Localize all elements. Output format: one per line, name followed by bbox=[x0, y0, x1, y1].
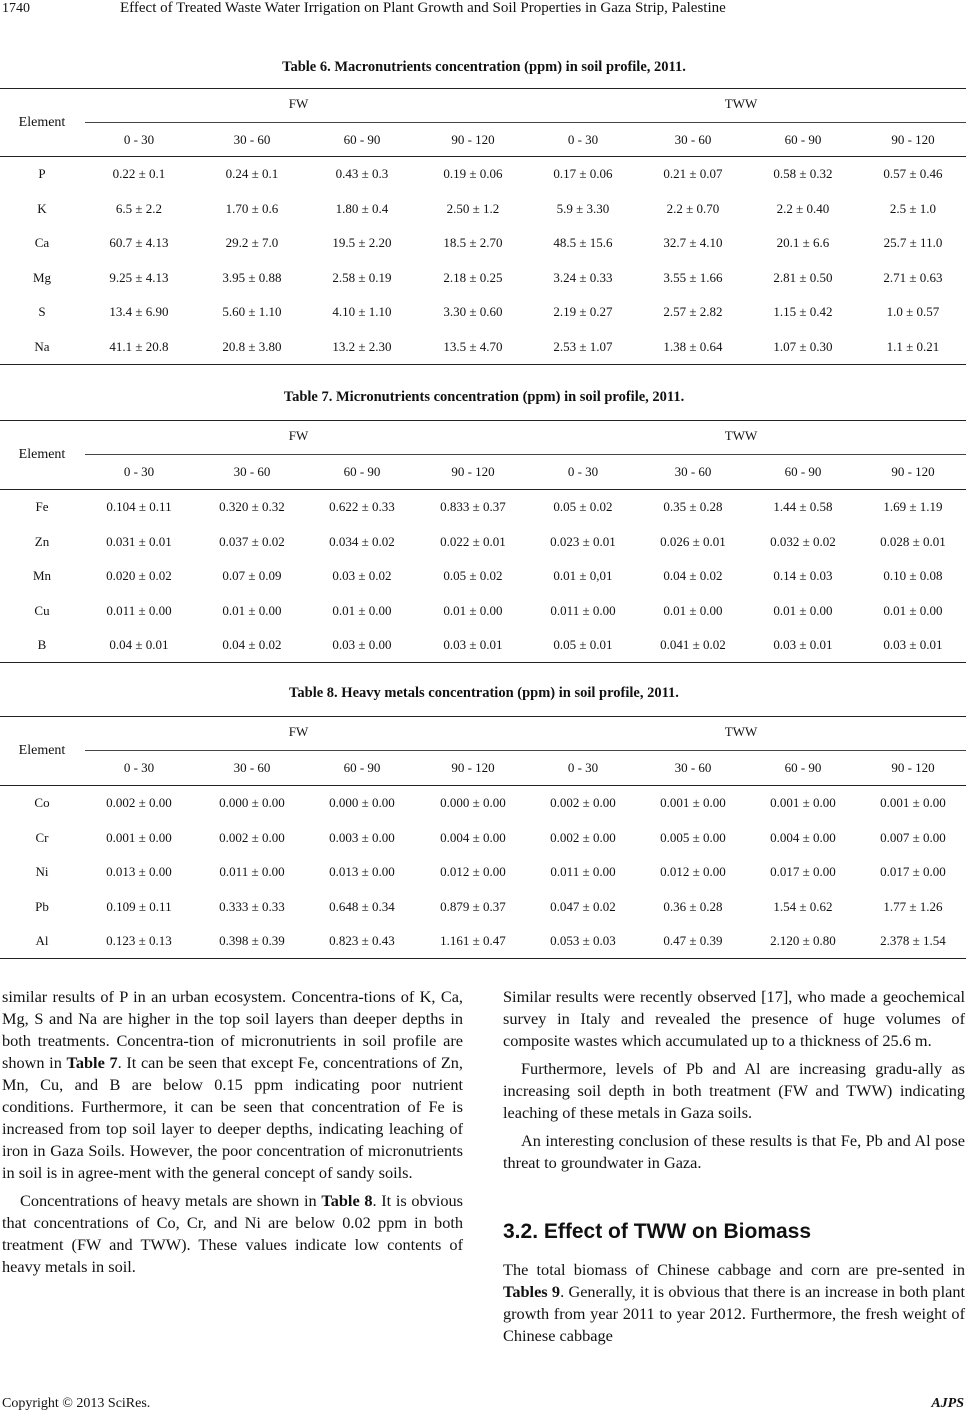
table-7 bbox=[0, 420, 966, 663]
table-cell: 25.7 ± 11.0 bbox=[883, 235, 943, 250]
table-cell: 0.034 ± 0.02 bbox=[329, 533, 395, 549]
depth-header: 60 - 90 bbox=[784, 464, 822, 479]
element-header: Element bbox=[18, 115, 66, 130]
table-cell: 0.012 ± 0.00 bbox=[660, 864, 726, 879]
table-cell: 5.60 ± 1.10 bbox=[222, 304, 282, 319]
table-cell: 2.50 ± 1.2 bbox=[446, 200, 500, 216]
table-cell: 2.378 ± 1.54 bbox=[880, 933, 946, 948]
table-cell: 1.38 ± 0.64 bbox=[663, 338, 723, 354]
group-rule bbox=[85, 750, 966, 751]
table-bottom-rule bbox=[0, 364, 966, 365]
table-cell: 18.5 ± 2.70 bbox=[443, 235, 503, 250]
table-row bbox=[0, 201, 966, 219]
table-cell: 13.2 ± 2.30 bbox=[332, 338, 392, 354]
element-symbol: Ca bbox=[34, 235, 50, 250]
paragraph: Concentrations of heavy metals are shown in Table 8. It is obvious that concentrations of Co, Cr, and Ni are below 0.02 ppm in both treatment (FW and TWW). These values indicate low contents of heavy metals in soil. bbox=[2, 1191, 463, 1276]
table-cell: 0.032 ± 0.02 bbox=[770, 533, 836, 549]
table-cell: 0.000 ± 0.00 bbox=[440, 795, 506, 810]
depth-header: 90 - 120 bbox=[451, 132, 495, 147]
element-symbol: P bbox=[38, 166, 46, 181]
table-cell: 0.041 ± 0.02 bbox=[660, 637, 726, 652]
table-cell: 1.1 ± 0.21 bbox=[886, 338, 940, 354]
table-cell: 0.005 ± 0.00 bbox=[660, 829, 726, 845]
table-cell: 0.05 ± 0.02 bbox=[553, 499, 613, 514]
table-row bbox=[0, 637, 966, 655]
table-cell: 20.1 ± 6.6 bbox=[776, 235, 830, 250]
table-cell: 2.2 ± 0.40 bbox=[776, 200, 830, 216]
depth-header: 30 - 60 bbox=[233, 132, 271, 147]
group-header-tww: TWW bbox=[724, 96, 758, 111]
table-cell: 0.58 ± 0.32 bbox=[773, 166, 833, 181]
paragraph: Similar results were recently observed [17], who made a geochemical survey in Italy and revealed the presence of huge volumes of composite wastes which accumulated up to a thickness of 25.6 m. bbox=[503, 987, 965, 1050]
table-bottom-rule bbox=[0, 958, 966, 959]
table-row bbox=[0, 568, 966, 586]
table-cell: 0.648 ± 0.34 bbox=[329, 898, 395, 914]
table-cell: 1.80 ± 0.4 bbox=[335, 200, 389, 216]
table-top-rule bbox=[0, 716, 966, 717]
element-symbol: Na bbox=[34, 338, 50, 354]
table-cell: 19.5 ± 2.20 bbox=[332, 235, 392, 250]
group-rule bbox=[85, 454, 966, 455]
running-header bbox=[0, 0, 968, 24]
table-cell: 0.833 ± 0.37 bbox=[440, 499, 506, 514]
depth-header: 0 - 30 bbox=[123, 760, 155, 775]
paragraph: similar results of P in an urban ecosystem. Concentra-tions of K, Ca, Mg, S and Na are higher in the top soil layers than deeper depths in both treatments. Concentra-tion of micronutrients in soil profile are shown in Table 7. It can be seen that except Fe, concentrations of Zn, Mn, Cu, and B are below 0.15 ppm indicating poor nutrient conditions. Furthermore, it can be seen that concentration of Fe is increased from top soil layer to deeper depths, indicating leaching of iron in Gaza Soils. However, the poor concentration of micronutrients in soil is in agree-ment with the general concept of sandy soils. bbox=[2, 987, 463, 1182]
right-column-continued bbox=[503, 1259, 965, 1347]
table-cell: 20.8 ± 3.80 bbox=[222, 338, 282, 354]
paragraph: The total biomass of Chinese cabbage and corn are pre-sented in Tables 9. Generally, it is obvious that there is an increase in both plant growth from year 2011 to year 2012. Furthermore, the fresh weight of Chinese cabbage bbox=[503, 1260, 965, 1345]
table-cell: 0.004 ± 0.00 bbox=[770, 829, 836, 845]
table-cell: 0.053 ± 0.03 bbox=[550, 933, 616, 948]
table-cell: 0.001 ± 0.00 bbox=[660, 795, 726, 810]
table-cell: 0.104 ± 0.11 bbox=[106, 499, 172, 514]
table-cell: 0.004 ± 0.00 bbox=[440, 829, 506, 845]
table-cell: 3.30 ± 0.60 bbox=[443, 304, 503, 319]
table-cell: 0.013 ± 0.00 bbox=[106, 864, 172, 879]
table-cell: 32.7 ± 4.10 bbox=[663, 235, 723, 250]
table-cell: 0.03 ± 0.01 bbox=[883, 637, 943, 652]
table-cell: 0.24 ± 0.1 bbox=[225, 166, 279, 181]
table-cell: 2.2 ± 0.70 bbox=[666, 200, 720, 216]
table-bottom-rule bbox=[0, 662, 966, 663]
element-symbol: B bbox=[37, 637, 47, 652]
running-title: Effect of Treated Waste Water Irrigation on Plant Growth and Soil Properties in Gaza Strip, Palestine bbox=[120, 0, 726, 16]
table-row bbox=[0, 830, 966, 848]
group-header-tww: TWW bbox=[724, 428, 758, 443]
table-cell: 48.5 ± 15.6 bbox=[553, 235, 613, 250]
table-cell: 0.01 ± 0.00 bbox=[883, 602, 943, 618]
element-symbol: Mn bbox=[32, 568, 52, 583]
table-cell: 1.07 ± 0.30 bbox=[773, 338, 833, 354]
group-header-tww: TWW bbox=[724, 724, 758, 739]
paragraph: An interesting conclusion of these results is that Fe, Pb and Al pose threat to groundwater in Gaza. bbox=[503, 1131, 965, 1172]
table-cell: 0.037 ± 0.02 bbox=[219, 533, 285, 549]
table-cell: 41.1 ± 20.8 bbox=[109, 338, 169, 354]
table-row bbox=[0, 166, 966, 184]
depth-header: 60 - 90 bbox=[343, 464, 381, 479]
table-cell: 0.000 ± 0.00 bbox=[329, 795, 395, 810]
table-cell: 0.002 ± 0.00 bbox=[550, 829, 616, 845]
table-cell: 0.333 ± 0.33 bbox=[219, 898, 285, 914]
page-number: 1740 bbox=[2, 1, 30, 16]
table-cell: 0.002 ± 0.00 bbox=[550, 795, 616, 810]
copyright: Copyright © 2013 SciRes. bbox=[2, 1396, 151, 1411]
table-cell: 1.161 ± 0.47 bbox=[440, 933, 506, 948]
table-row bbox=[0, 534, 966, 552]
table-cell: 2.5 ± 1.0 bbox=[889, 200, 937, 216]
table-row bbox=[0, 933, 966, 951]
header-bottom-rule bbox=[0, 785, 966, 786]
table-cell: 0.10 ± 0.08 bbox=[883, 568, 943, 583]
table-cell: 1.54 ± 0.62 bbox=[773, 898, 833, 914]
table-row bbox=[0, 235, 966, 253]
table-cell: 0.43 ± 0.3 bbox=[335, 166, 389, 181]
table-8-caption: Table 8. Heavy metals concentration (ppm) in soil profile, 2011. bbox=[289, 685, 679, 701]
table-6 bbox=[0, 88, 966, 365]
table-cell: 4.10 ± 1.10 bbox=[332, 304, 392, 319]
element-symbol: S bbox=[38, 304, 46, 319]
element-header: Element bbox=[18, 447, 66, 462]
depth-header: 60 - 90 bbox=[784, 760, 822, 775]
table-cell: 2.81 ± 0.50 bbox=[773, 269, 833, 285]
table-row bbox=[0, 270, 966, 288]
table-top-rule bbox=[0, 420, 966, 421]
table-cell: 2.53 ± 1.07 bbox=[553, 338, 613, 354]
table-ref: Table 7 bbox=[66, 1053, 118, 1072]
table-cell: 0.03 ± 0.01 bbox=[773, 637, 833, 652]
table-cell: 3.95 ± 0.88 bbox=[222, 269, 282, 285]
table-cell: 0.013 ± 0.00 bbox=[329, 864, 395, 879]
element-symbol: Pb bbox=[35, 898, 49, 914]
table-ref: Table 8 bbox=[321, 1191, 373, 1210]
table-cell: 1.0 ± 0.57 bbox=[886, 304, 940, 319]
element-symbol: Cr bbox=[35, 829, 49, 845]
table-cell: 0.01 ± 0.00 bbox=[222, 602, 282, 618]
table-row bbox=[0, 795, 966, 813]
table-cell: 0.001 ± 0.00 bbox=[880, 795, 946, 810]
depth-header: 30 - 60 bbox=[674, 132, 712, 147]
depth-header: 90 - 120 bbox=[891, 132, 935, 147]
depth-header: 60 - 90 bbox=[784, 132, 822, 147]
table-cell: 29.2 ± 7.0 bbox=[225, 235, 279, 250]
table-cell: 0.879 ± 0.37 bbox=[440, 898, 506, 914]
table-ref: Tables 9 bbox=[503, 1282, 561, 1301]
table-cell: 2.19 ± 0.27 bbox=[553, 304, 613, 319]
table-cell: 0.01 ± 0,01 bbox=[553, 568, 613, 583]
table-cell: 0.012 ± 0.00 bbox=[440, 864, 506, 879]
table-cell: 6.5 ± 2.2 bbox=[115, 200, 163, 216]
table-row bbox=[0, 339, 966, 357]
table-cell: 0.123 ± 0.13 bbox=[106, 933, 172, 948]
table-cell: 0.03 ± 0.01 bbox=[443, 637, 503, 652]
table-cell: 0.823 ± 0.43 bbox=[329, 933, 395, 948]
header-bottom-rule bbox=[0, 156, 966, 157]
table-7-caption: Table 7. Micronutrients concentration (ppm) in soil profile, 2011. bbox=[283, 389, 685, 405]
table-cell: 0.05 ± 0.01 bbox=[553, 637, 613, 652]
section-heading: 3.2. Effect of TWW on Biomass bbox=[503, 1220, 812, 1243]
table-cell: 0.011 ± 0.00 bbox=[550, 602, 616, 618]
element-symbol: Cu bbox=[34, 602, 50, 618]
table-cell: 60.7 ± 4.13 bbox=[109, 235, 169, 250]
table-cell: 0.35 ± 0.28 bbox=[663, 499, 723, 514]
table-cell: 0.020 ± 0.02 bbox=[106, 568, 172, 583]
table-cell: 1.69 ± 1.19 bbox=[883, 499, 943, 514]
table-cell: 3.55 ± 1.66 bbox=[663, 269, 723, 285]
table-cell: 2.57 ± 2.82 bbox=[663, 304, 723, 319]
table-cell: 0.000 ± 0.00 bbox=[219, 795, 285, 810]
depth-header: 30 - 60 bbox=[233, 760, 271, 775]
table-cell: 0.028 ± 0.01 bbox=[880, 533, 946, 549]
table-cell: 0.17 ± 0.06 bbox=[553, 166, 613, 181]
table-cell: 1.15 ± 0.42 bbox=[773, 304, 833, 319]
element-symbol: Zn bbox=[34, 533, 50, 549]
right-column bbox=[503, 986, 965, 1174]
table-cell: 0.047 ± 0.02 bbox=[550, 898, 616, 914]
element-symbol: Co bbox=[34, 795, 50, 810]
table-cell: 0.04 ± 0.01 bbox=[109, 637, 169, 652]
element-symbol: Al bbox=[35, 933, 49, 948]
depth-header: 30 - 60 bbox=[674, 464, 712, 479]
group-rule bbox=[85, 122, 966, 123]
depth-header: 0 - 30 bbox=[567, 760, 599, 775]
table-cell: 0.398 ± 0.39 bbox=[219, 933, 285, 948]
table-cell: 0.017 ± 0.00 bbox=[880, 864, 946, 879]
table-cell: 13.5 ± 4.70 bbox=[443, 338, 503, 354]
group-header-fw: FW bbox=[288, 724, 309, 739]
depth-header: 0 - 30 bbox=[567, 132, 599, 147]
table-cell: 0.03 ± 0.00 bbox=[332, 637, 392, 652]
table-cell: 2.18 ± 0.25 bbox=[443, 269, 503, 285]
paragraph: Furthermore, levels of Pb and Al are increasing gradu-ally as increasing soil depth in both treatment (FW and TWW) indicating leaching of these metals in Gaza soils. bbox=[503, 1059, 965, 1122]
table-cell: 0.19 ± 0.06 bbox=[443, 166, 503, 181]
table-cell: 0.003 ± 0.00 bbox=[329, 829, 395, 845]
table-cell: 0.622 ± 0.33 bbox=[329, 499, 395, 514]
table-cell: 0.36 ± 0.28 bbox=[663, 898, 723, 914]
table-cell: 0.320 ± 0.32 bbox=[219, 499, 285, 514]
table-cell: 0.05 ± 0.02 bbox=[443, 568, 503, 583]
depth-header: 0 - 30 bbox=[123, 132, 155, 147]
table-cell: 0.001 ± 0.00 bbox=[106, 829, 172, 845]
table-cell: 1.44 ± 0.58 bbox=[773, 499, 833, 514]
header-bottom-rule bbox=[0, 489, 966, 490]
element-symbol: K bbox=[37, 200, 47, 216]
table-cell: 0.026 ± 0.01 bbox=[660, 533, 726, 549]
table-cell: 0.007 ± 0.00 bbox=[880, 829, 946, 845]
depth-header: 60 - 90 bbox=[343, 760, 381, 775]
table-cell: 13.4 ± 6.90 bbox=[109, 304, 169, 319]
table-cell: 0.109 ± 0.11 bbox=[106, 898, 172, 914]
depth-header: 0 - 30 bbox=[123, 464, 155, 479]
table-cell: 2.58 ± 0.19 bbox=[332, 269, 392, 285]
depth-header: 90 - 120 bbox=[891, 464, 935, 479]
table-cell: 1.77 ± 1.26 bbox=[883, 898, 943, 914]
depth-header: 30 - 60 bbox=[674, 760, 712, 775]
element-symbol: Fe bbox=[35, 499, 49, 514]
table-8 bbox=[0, 716, 966, 959]
depth-header: 0 - 30 bbox=[567, 464, 599, 479]
element-symbol: Mg bbox=[32, 269, 52, 285]
table-cell: 0.57 ± 0.46 bbox=[883, 166, 943, 181]
table-cell: 0.022 ± 0.01 bbox=[440, 533, 506, 549]
group-header-fw: FW bbox=[288, 96, 309, 111]
table-cell: 0.01 ± 0.00 bbox=[663, 602, 723, 618]
table-cell: 0.011 ± 0.00 bbox=[550, 864, 616, 879]
table-cell: 2.71 ± 0.63 bbox=[883, 269, 943, 285]
table-cell: 1.70 ± 0.6 bbox=[225, 200, 279, 216]
table-cell: 0.002 ± 0.00 bbox=[106, 795, 172, 810]
table-row bbox=[0, 899, 966, 917]
table-cell: 0.001 ± 0.00 bbox=[770, 795, 836, 810]
depth-header: 30 - 60 bbox=[233, 464, 271, 479]
table-cell: 3.24 ± 0.33 bbox=[553, 269, 613, 285]
element-symbol: Ni bbox=[35, 864, 49, 879]
left-column bbox=[2, 986, 463, 1278]
depth-header: 60 - 90 bbox=[343, 132, 381, 147]
table-cell: 0.04 ± 0.02 bbox=[663, 568, 723, 583]
depth-header: 90 - 120 bbox=[451, 760, 495, 775]
table-cell: 0.21 ± 0.07 bbox=[663, 166, 723, 181]
table-cell: 0.47 ± 0.39 bbox=[663, 933, 723, 948]
journal-abbrev: AJPS bbox=[931, 1396, 964, 1411]
table-cell: 0.03 ± 0.02 bbox=[332, 568, 392, 583]
table-cell: 0.22 ± 0.1 bbox=[112, 166, 166, 181]
group-header-fw: FW bbox=[288, 428, 309, 443]
table-cell: 0.01 ± 0.00 bbox=[773, 602, 833, 618]
table-cell: 0.011 ± 0.00 bbox=[106, 602, 172, 618]
table-row bbox=[0, 499, 966, 517]
table-cell: 2.120 ± 0.80 bbox=[770, 933, 836, 948]
table-cell: 5.9 ± 3.30 bbox=[556, 200, 610, 216]
table-row bbox=[0, 603, 966, 621]
table-top-rule bbox=[0, 88, 966, 89]
table-row bbox=[0, 304, 966, 322]
table-cell: 9.25 ± 4.13 bbox=[109, 269, 169, 285]
table-6-caption: Table 6. Macronutrients concentration (ppm) in soil profile, 2011. bbox=[282, 59, 686, 75]
table-row bbox=[0, 864, 966, 882]
table-cell: 0.031 ± 0.01 bbox=[106, 533, 172, 549]
table-cell: 0.04 ± 0.02 bbox=[222, 637, 282, 652]
depth-header: 90 - 120 bbox=[451, 464, 495, 479]
table-cell: 0.011 ± 0.00 bbox=[219, 864, 285, 879]
table-cell: 0.07 ± 0.09 bbox=[222, 568, 282, 583]
table-cell: 0.01 ± 0.00 bbox=[443, 602, 503, 618]
depth-header: 90 - 120 bbox=[891, 760, 935, 775]
table-cell: 0.002 ± 0.00 bbox=[219, 829, 285, 845]
element-header: Element bbox=[18, 743, 66, 758]
table-cell: 0.017 ± 0.00 bbox=[770, 864, 836, 879]
table-cell: 0.14 ± 0.03 bbox=[773, 568, 833, 583]
table-cell: 0.023 ± 0.01 bbox=[550, 533, 616, 549]
table-cell: 0.01 ± 0.00 bbox=[332, 602, 392, 618]
